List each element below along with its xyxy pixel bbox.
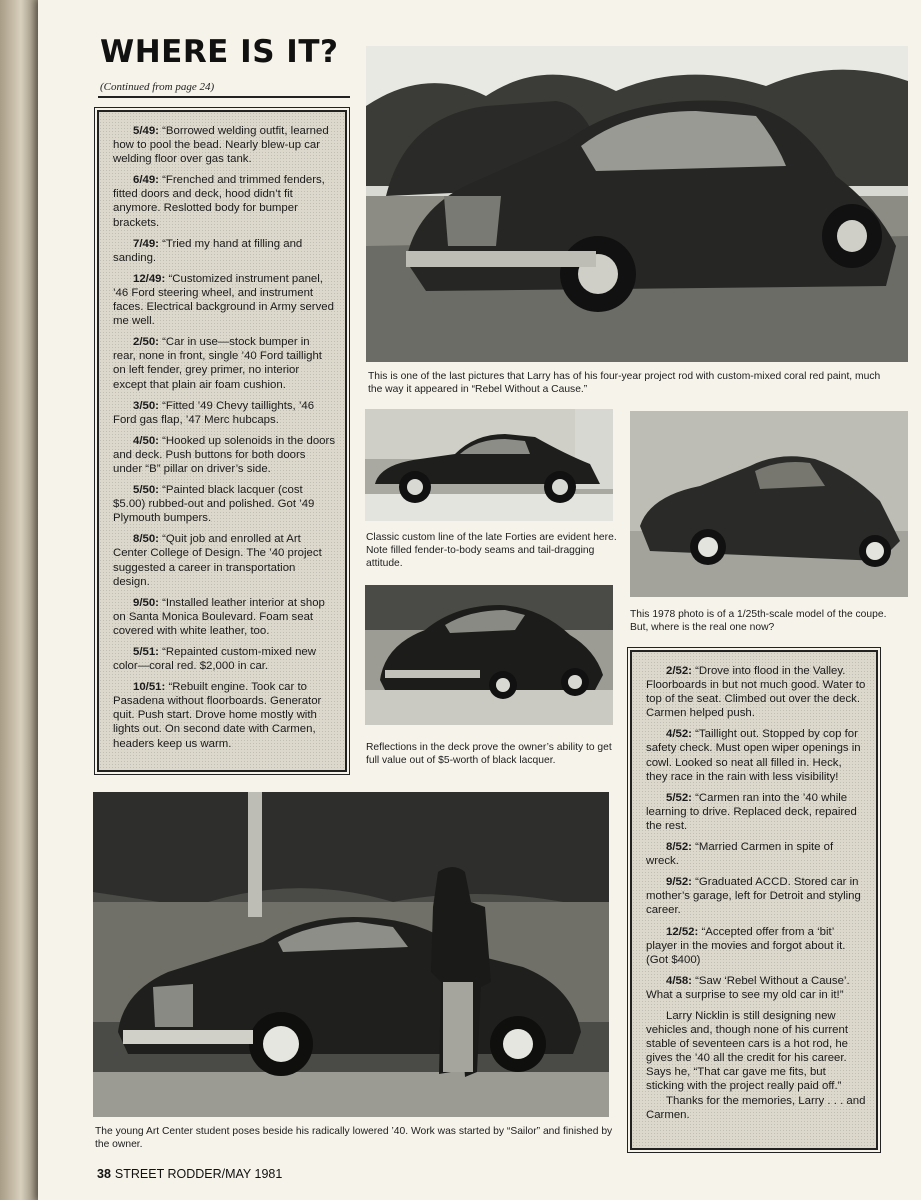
caption-model-photo: This 1978 photo is of a 1/25th-scale model of the coupe. But, where is the real one now? [630,609,887,633]
entry-date: 5/50: [133,484,159,497]
magazine-spine [0,0,38,1200]
entry-text: “Installed leather interior at shop on Santa Monica Boulevard. Foam seat covered with white leather, too. [113,596,325,637]
timeline-entry [113,596,335,638]
entry-text: “Rebuilt engine. Took car to Pasadena without floorboards. Generator quit. Push start. Drove home mostly with lights out. On second date with Carmen, headers keep us warm. [113,681,322,750]
entry-date: 2/50: [133,336,159,349]
timeline-box-left [97,110,347,772]
headline-rule [98,96,350,98]
entry-date: 6/49: [133,174,159,187]
entry-date: 8/52: [666,841,692,854]
photo-coupe-rear [365,585,613,725]
page-number: 38 [97,1167,111,1181]
timeline-entry [113,680,335,750]
caption-middle-left: Classic custom line of the late Forties are evident here. Note filled fender-to-body seams and tail-dragging attitude. [366,532,617,569]
entry-date: 5/49: [133,125,159,137]
entry-text: “Customized instrument panel, ’46 Ford steering wheel, and instrument faces. Electrical background in Army served me well. [113,272,334,328]
caption-bottom-photo: The young Art Center student poses beside his radically lowered ’40. Work was started by “Sailor” and finished by the owner. [95,1126,613,1150]
timeline-entry [646,791,866,833]
entry-date: 4/58: [666,974,692,987]
car-photo-illustration [365,585,613,725]
timeline-entry [646,925,866,967]
entry-text: “Married Carmen in spite of wreck. [646,841,834,868]
car-photo-illustration [93,792,609,1117]
entry-date: 4/50: [133,434,159,447]
entry-date: 8/50: [133,533,159,546]
closing-paragraph: Thanks for the memories, Larry . . . and Carmen. [646,1094,866,1121]
entry-text: “Graduated ACCD. Stored car in mother’s garage, left for Detroit and styling career. [646,876,861,917]
timeline-entry [113,335,335,391]
entry-date: 10/51: [133,681,166,694]
timeline-entry [113,645,335,673]
timeline-entry [113,237,335,265]
page-title: WHERE IS IT? [100,34,339,70]
entry-text: “Hooked up solenoids in the doors and deck. Push buttons for both doors under “B” pillar on driver’s side. [113,434,336,475]
caption-reflections: Reflections in the deck prove the owner’s ability to get full value out of $5-worth of black lacquer. [366,742,612,766]
entry-text: “Drove into flood in the Valley. Floorboards in but not much good. Water to top of the seat. Climbed out over the deck. Carmen helped push. [646,665,866,720]
magazine-issue: STREET RODDER/MAY 1981 [114,1167,283,1181]
entry-text: “Painted black lacquer (cost $5.00) rubbed-out and polished. Got ’49 Plymouth bumpers. [113,484,315,525]
timeline-entry [113,272,335,328]
entry-date: 9/50: [133,596,159,609]
entry-date: 12/49: [133,272,166,285]
timeline-entry [113,124,335,166]
page-footer [97,1167,282,1181]
entry-text: “Car in use—stock bumper in rear, none in front, single ’40 Ford taillight on left fender, grey primer, no interior except that plain air foam cushion. [113,336,322,391]
entry-date: 3/50: [133,399,159,412]
timeline-entry [113,399,335,427]
car-photo-illustration [365,409,613,521]
entry-text: “Saw ‘Rebel Without a Cause’. What a surprise to see my old car in it!” [646,974,850,1001]
entry-date: 2/52: [666,665,692,677]
continued-note: (Continued from page 24) [100,81,215,93]
timeline-entry [113,483,335,525]
entry-text: “Accepted offer from a ‘bit’ player in the movies and forgot about it. (Got $400) [646,925,846,966]
timeline-entry [646,840,866,868]
timeline-entry [646,974,866,1002]
entry-text: “Borrowed welding outfit, learned how to pool the bead. Nearly blew-up car welding floor over gas tank. [113,125,329,166]
closing-paragraph: Larry Nicklin is still designing new vehicles and, though none of his current stable of seventeen cars is a hot rod, he gives the ’40 all the credit for his career. Says he, “That car gave me fits, but sticking with the project really paid off.” [646,1009,849,1093]
entry-text: “Fitted ’49 Chevy taillights, ’46 Ford gas flap, ’47 Merc hubcaps. [113,399,315,426]
entry-date: 9/52: [666,876,692,889]
photo-coupe-side [365,409,613,521]
entry-date: 7/49: [133,237,159,250]
entry-text: “Quit job and enrolled at Art Center College of Design. The ’40 project suggested a career in transportation design. [113,533,322,588]
entry-date: 5/52: [666,791,692,804]
entry-date: 12/52: [666,925,699,938]
photo-student-with-car [93,792,609,1117]
timeline-entry [113,173,335,229]
car-photo-illustration [366,46,908,362]
caption-top-photo: This is one of the last pictures that Larry has of his four-year project rod with custom-mixed coral red paint, much the way it appeared in “Rebel Without a Cause.” [368,371,881,395]
timeline-box-right [630,650,878,1150]
entry-date: 5/51: [133,646,159,658]
timeline-entry [646,875,866,917]
entry-text: “Carmen ran into the ’40 while learning to drive. Replaced deck, repaired the rest. [646,791,857,832]
photo-coupe-front [366,46,908,362]
timeline-entry [646,727,866,783]
entry-text: “Frenched and trimmed fenders, fitted doors and deck, hood didn’t fit anymore. Reslotted body for bumper brackets. [113,174,325,229]
photo-scale-model [630,411,908,597]
entry-text: “Tried my hand at filling and sanding. [113,237,303,264]
timeline-entry [113,434,335,476]
entry-date: 4/52: [666,728,692,741]
entry-text: “Taillight out. Stopped by cop for safety check. Must open wiper openings in cowl. Looked so neat all filled in. Heck, they race in the rain with less visibility! [646,728,861,783]
timeline-entry [646,664,866,720]
model-photo-illustration [630,411,908,597]
entry-text: “Repainted custom-mixed new color—coral red. $2,000 in car. [113,646,316,673]
timeline-entry [113,532,335,588]
